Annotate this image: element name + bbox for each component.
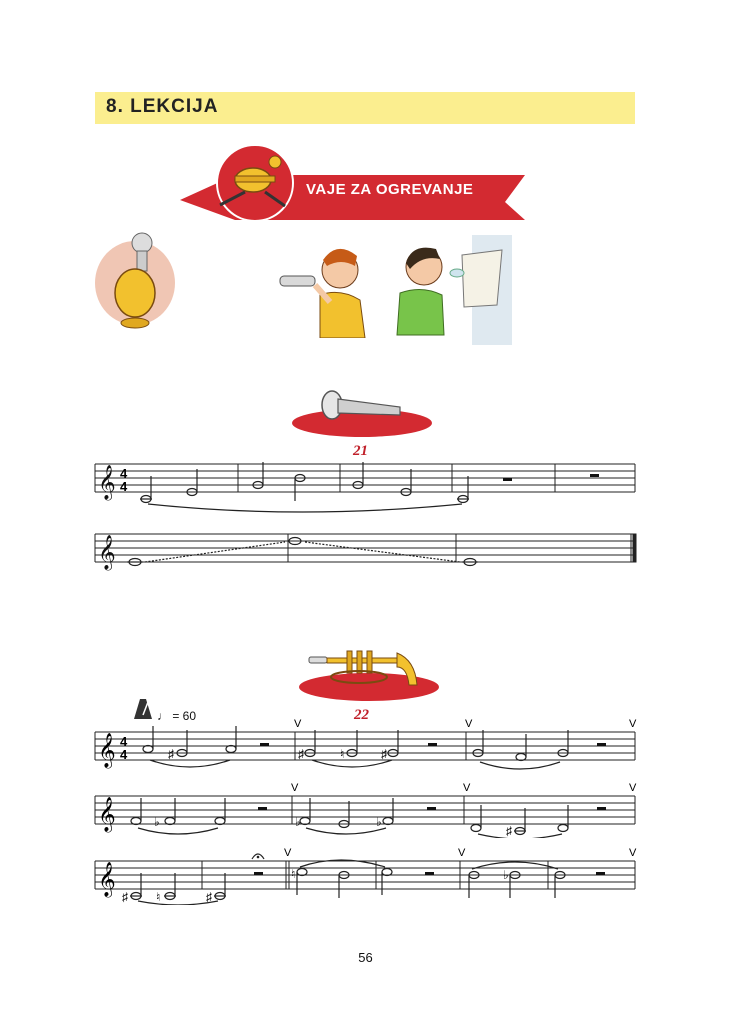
sharp-icon: ♯ <box>298 747 304 761</box>
slur <box>306 828 386 834</box>
mouthpiece-icon <box>280 276 315 286</box>
breath-mark: V <box>284 847 292 859</box>
note <box>383 818 393 825</box>
slur <box>150 760 230 767</box>
half-rest <box>596 872 605 875</box>
treble-clef-icon: 𝄞 <box>98 466 116 499</box>
treble-clef-icon: 𝄞 <box>98 863 116 896</box>
note <box>558 825 568 832</box>
note <box>300 818 310 825</box>
sharp-icon: ♯ <box>381 747 387 761</box>
half-rest <box>260 743 269 746</box>
treble-clef-icon: 𝄞 <box>98 734 116 767</box>
half-rest <box>428 743 437 746</box>
half-rest <box>597 743 606 746</box>
exercise-22-staff-2 <box>90 780 640 838</box>
quarter-note-icon: ♩ <box>157 709 169 723</box>
page-number: 56 <box>358 950 373 965</box>
note <box>226 746 236 753</box>
natural-icon: ♮ <box>156 890 161 904</box>
note <box>297 869 307 876</box>
gliss-line <box>145 542 285 562</box>
treble-clef-icon: 𝄞 <box>98 798 116 831</box>
sharp-icon: ♯ <box>506 824 512 838</box>
flat-icon: ♭ <box>376 815 382 829</box>
flat-icon: ♭ <box>295 815 301 829</box>
half-rest <box>258 807 267 810</box>
sharp-icon: ♯ <box>122 890 128 904</box>
breath-mark: V <box>629 782 637 794</box>
breath-mark: V <box>463 782 471 794</box>
half-rest <box>254 872 263 875</box>
time-signature-top: 4 <box>120 466 128 481</box>
flat-icon: ♭ <box>154 815 160 829</box>
exercise-21-number: 21 <box>353 443 368 459</box>
air-puff-icon <box>450 269 464 277</box>
flat-icon: ♭ <box>503 868 509 882</box>
note <box>143 746 153 753</box>
natural-icon: ♮ <box>340 747 345 761</box>
lesson-title: 8. LEKCIJA <box>106 96 219 117</box>
sharp-icon: ♯ <box>168 747 174 761</box>
half-rest <box>503 478 512 481</box>
boy-with-mouthpiece-illustration <box>275 240 370 338</box>
breath-mark: V <box>294 718 302 730</box>
breath-mark: V <box>629 718 637 730</box>
note <box>131 818 141 825</box>
mouthpiece-section-icon <box>290 385 435 440</box>
treble-clef-icon: 𝄞 <box>98 536 116 569</box>
note <box>165 818 175 825</box>
note <box>471 825 481 832</box>
exercise-22-staff-1 <box>90 716 640 774</box>
half-rest <box>597 807 606 810</box>
natural-icon: ♮ <box>291 867 296 881</box>
note <box>215 818 225 825</box>
slur <box>480 762 560 769</box>
exercise-21-staff-1 <box>90 458 640 518</box>
slur <box>312 760 392 767</box>
tempo-marking: ♩ = 60 <box>157 709 197 723</box>
banner-title: VAJE ZA OGREVANJE <box>306 181 474 198</box>
whole-rest <box>590 474 599 477</box>
slur <box>138 828 218 834</box>
sharp-icon: ♯ <box>206 890 212 904</box>
breath-mark: V <box>629 847 637 859</box>
trumpet-character-illustration <box>90 225 180 335</box>
note <box>516 754 526 761</box>
breath-mark: V <box>458 847 466 859</box>
slur <box>148 504 462 512</box>
half-rest <box>425 872 434 875</box>
breath-mark: V <box>291 782 299 794</box>
exercise-21-staff-2 <box>90 528 640 573</box>
note <box>382 869 392 876</box>
exercise-22-staff-3 <box>90 845 640 905</box>
time-signature-top: 4 <box>120 734 128 749</box>
paper-icon <box>462 250 502 307</box>
trumpet-section-icon <box>297 645 442 705</box>
boy-blowing-paper-illustration <box>392 235 527 345</box>
gliss-line <box>305 542 460 562</box>
half-rest <box>427 807 436 810</box>
breath-mark: V <box>465 718 473 730</box>
exercise-22-number: 22 <box>354 707 369 723</box>
time-signature-bottom: 4 <box>120 747 128 762</box>
time-signature-bottom: 4 <box>120 479 128 494</box>
